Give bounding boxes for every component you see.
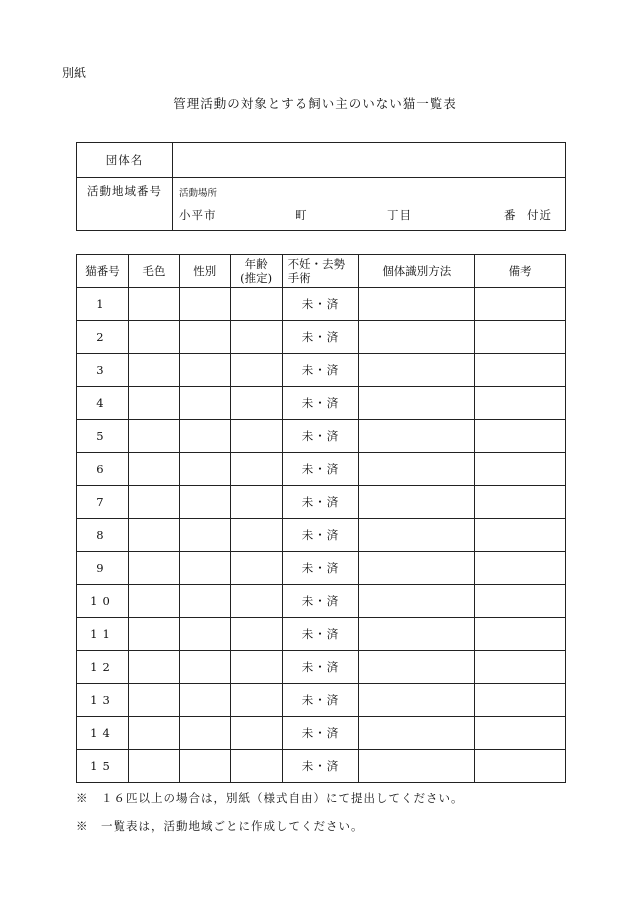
sex-cell[interactable] <box>179 453 230 486</box>
coat-color-cell[interactable] <box>128 552 179 585</box>
cat-number-cell: 7 <box>77 486 129 519</box>
address-fukin: 付近 <box>527 208 552 222</box>
id-method-cell[interactable] <box>359 684 475 717</box>
address-chome: 丁目 <box>387 208 412 222</box>
remarks-cell[interactable] <box>475 519 566 552</box>
remarks-cell[interactable] <box>475 288 566 321</box>
cat-rows <box>77 288 566 783</box>
id-method-cell[interactable] <box>359 420 475 453</box>
id-method-cell[interactable] <box>359 552 475 585</box>
remarks-cell[interactable] <box>475 354 566 387</box>
sex-cell[interactable] <box>179 750 230 783</box>
id-method-cell[interactable] <box>359 288 475 321</box>
cat-number-cell: 1 <box>77 288 129 321</box>
age-cell[interactable] <box>230 387 282 420</box>
table-row <box>77 684 566 717</box>
sex-cell[interactable] <box>179 387 230 420</box>
address-town: 町 <box>295 208 308 222</box>
coat-color-cell[interactable] <box>128 717 179 750</box>
coat-color-cell[interactable] <box>128 453 179 486</box>
id-method-cell[interactable] <box>359 750 475 783</box>
sex-cell[interactable] <box>179 519 230 552</box>
table-row <box>77 651 566 684</box>
group-info-table <box>76 142 566 231</box>
surgery-status-cell[interactable]: 未・済 <box>282 552 359 585</box>
cat-number-cell: 13 <box>77 684 129 717</box>
age-cell[interactable] <box>230 585 282 618</box>
age-cell[interactable] <box>230 651 282 684</box>
sex-cell[interactable] <box>179 288 230 321</box>
surgery-status-cell[interactable]: 未・済 <box>282 585 359 618</box>
sex-cell[interactable] <box>179 684 230 717</box>
surgery-status-cell[interactable]: 未・済 <box>282 750 359 783</box>
remarks-cell[interactable] <box>475 750 566 783</box>
remarks-cell[interactable] <box>475 486 566 519</box>
surgery-status-cell[interactable]: 未・済 <box>282 288 359 321</box>
header-surgery-line1: 不妊・去勢 <box>287 257 346 271</box>
header-coat-color: 毛色 <box>128 255 179 288</box>
age-cell[interactable] <box>230 288 282 321</box>
note-over-16: ※ １６匹以上の場合は，別紙（様式自由）にて提出してください。 <box>76 791 464 805</box>
remarks-cell[interactable] <box>475 453 566 486</box>
remarks-cell[interactable] <box>475 651 566 684</box>
remarks-cell[interactable] <box>475 585 566 618</box>
age-cell[interactable] <box>230 486 282 519</box>
remarks-cell[interactable] <box>475 387 566 420</box>
sex-cell[interactable] <box>179 585 230 618</box>
sex-cell[interactable] <box>179 354 230 387</box>
sex-cell[interactable] <box>179 717 230 750</box>
surgery-status-cell[interactable]: 未・済 <box>282 453 359 486</box>
age-cell[interactable] <box>230 420 282 453</box>
table-row <box>77 288 566 321</box>
table-row <box>77 618 566 651</box>
surgery-status-cell[interactable]: 未・済 <box>282 486 359 519</box>
cat-number-cell: 9 <box>77 552 129 585</box>
cat-number-cell: 4 <box>77 387 129 420</box>
page-title: 管理活動の対象とする飼い主のいない猫一覧表 <box>173 96 457 111</box>
surgery-status-cell[interactable]: 未・済 <box>282 420 359 453</box>
table-row <box>77 486 566 519</box>
header-surgery <box>282 255 359 288</box>
age-cell[interactable] <box>230 321 282 354</box>
age-cell[interactable] <box>230 618 282 651</box>
table-row <box>77 321 566 354</box>
id-method-cell[interactable] <box>359 486 475 519</box>
surgery-status-cell[interactable]: 未・済 <box>282 618 359 651</box>
age-cell[interactable] <box>230 717 282 750</box>
coat-color-cell[interactable] <box>128 321 179 354</box>
coat-color-cell[interactable] <box>128 420 179 453</box>
id-method-cell[interactable] <box>359 321 475 354</box>
activity-location-cell[interactable] <box>173 178 566 231</box>
remarks-cell[interactable] <box>475 321 566 354</box>
note-per-area: ※ 一覧表は，活動地域ごとに作成してください。 <box>76 819 364 833</box>
surgery-status-cell[interactable]: 未・済 <box>282 717 359 750</box>
header-id-method: 個体識別方法 <box>359 255 475 288</box>
id-method-cell[interactable] <box>359 387 475 420</box>
sex-cell[interactable] <box>179 486 230 519</box>
id-method-cell[interactable] <box>359 618 475 651</box>
cat-number-cell: 10 <box>77 585 129 618</box>
coat-color-cell[interactable] <box>128 288 179 321</box>
address-city: 小平市 <box>179 208 217 222</box>
surgery-status-cell[interactable]: 未・済 <box>282 321 359 354</box>
coat-color-cell[interactable] <box>128 519 179 552</box>
surgery-status-cell[interactable]: 未・済 <box>282 387 359 420</box>
header-cat-number: 猫番号 <box>77 255 129 288</box>
table-row <box>77 552 566 585</box>
coat-color-cell[interactable] <box>128 684 179 717</box>
cat-number-cell: 11 <box>77 618 129 651</box>
coat-color-cell[interactable] <box>128 486 179 519</box>
id-method-cell[interactable] <box>359 354 475 387</box>
area-number-label: 活動地域番号 <box>77 178 173 231</box>
header-remarks: 備考 <box>475 255 566 288</box>
group-name-field[interactable] <box>173 143 566 178</box>
remarks-cell[interactable] <box>475 552 566 585</box>
cat-number-cell: 6 <box>77 453 129 486</box>
activity-location-label: 活動場所 <box>179 188 218 199</box>
remarks-cell[interactable] <box>475 717 566 750</box>
table-row <box>77 750 566 783</box>
id-method-cell[interactable] <box>359 519 475 552</box>
cat-number-cell: 3 <box>77 354 129 387</box>
surgery-status-cell[interactable]: 未・済 <box>282 684 359 717</box>
age-cell[interactable] <box>230 552 282 585</box>
sex-cell[interactable] <box>179 321 230 354</box>
cat-number-cell: 14 <box>77 717 129 750</box>
sex-cell[interactable] <box>179 618 230 651</box>
id-method-cell[interactable] <box>359 585 475 618</box>
surgery-status-cell[interactable]: 未・済 <box>282 519 359 552</box>
header-age-line2: (推定) <box>240 271 273 285</box>
cat-number-cell: 5 <box>77 420 129 453</box>
cat-number-cell: 8 <box>77 519 129 552</box>
sex-cell[interactable] <box>179 420 230 453</box>
sex-cell[interactable] <box>179 651 230 684</box>
cat-number-cell: 2 <box>77 321 129 354</box>
annex-label: 別紙 <box>62 66 87 80</box>
cat-number-cell: 15 <box>77 750 129 783</box>
surgery-status-cell[interactable]: 未・済 <box>282 354 359 387</box>
group-name-label: 団体名 <box>77 143 173 178</box>
table-row <box>77 585 566 618</box>
header-age <box>230 255 282 288</box>
id-method-cell[interactable] <box>359 651 475 684</box>
coat-color-cell[interactable] <box>128 585 179 618</box>
coat-color-cell[interactable] <box>128 651 179 684</box>
table-row <box>77 717 566 750</box>
remarks-cell[interactable] <box>475 618 566 651</box>
age-cell[interactable] <box>230 519 282 552</box>
surgery-status-cell[interactable]: 未・済 <box>282 651 359 684</box>
table-row <box>77 354 566 387</box>
coat-color-cell[interactable] <box>128 354 179 387</box>
coat-color-cell[interactable] <box>128 618 179 651</box>
age-cell[interactable] <box>230 354 282 387</box>
remarks-cell[interactable] <box>475 684 566 717</box>
header-surgery-line2: 手術 <box>287 271 311 285</box>
header-age-line1: 年齢 <box>244 257 268 271</box>
remarks-cell[interactable] <box>475 420 566 453</box>
age-cell[interactable] <box>230 750 282 783</box>
address-ban: 番 <box>504 208 517 222</box>
table-row <box>77 420 566 453</box>
coat-color-cell[interactable] <box>128 387 179 420</box>
age-cell[interactable] <box>230 684 282 717</box>
id-method-cell[interactable] <box>359 453 475 486</box>
sex-cell[interactable] <box>179 552 230 585</box>
cat-number-cell: 12 <box>77 651 129 684</box>
id-method-cell[interactable] <box>359 717 475 750</box>
header-sex: 性別 <box>179 255 230 288</box>
cat-list-table <box>76 254 566 783</box>
table-row <box>77 387 566 420</box>
table-row <box>77 453 566 486</box>
age-cell[interactable] <box>230 453 282 486</box>
coat-color-cell[interactable] <box>128 750 179 783</box>
table-row <box>77 519 566 552</box>
